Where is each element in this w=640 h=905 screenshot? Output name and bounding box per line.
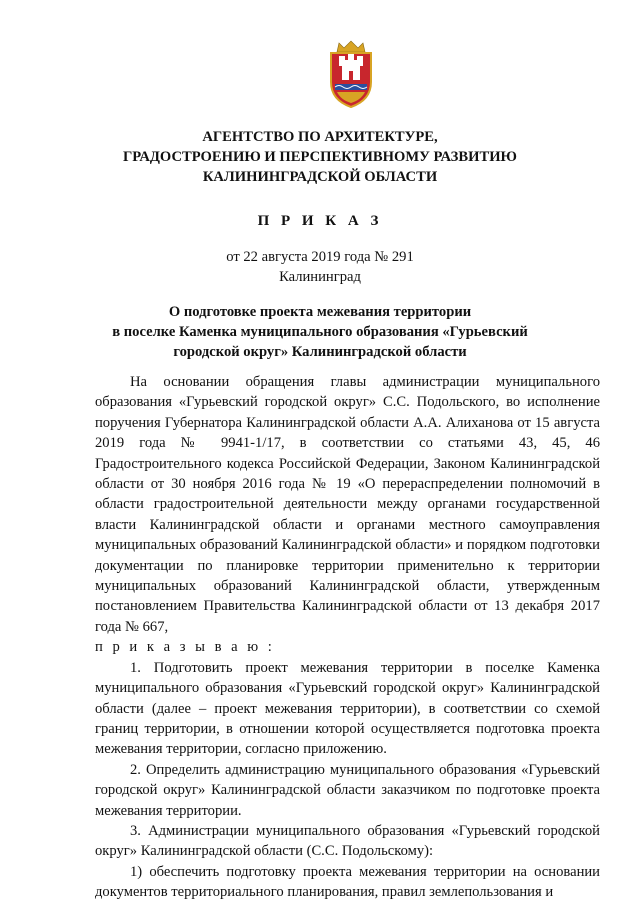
- preamble-paragraph: На основании обращения главы администрации муниципального образования «Гурьевский городской округ» С.С. Подольского, во исполнение поручения Губернатора Калининградской области А.А. Алиханова от 15 августа 2019 года № 9941-1/17, в соответствии со статьями 43, 45, 46 Градостроительного кодекса Российской Федерации, Законом Калининградской области от 30 ноября 2016 года № 19 «О перераспределении полномочий в области градостроительной деятельности между органами государственной власти Калининградской области и органами местного самоуправления муниципальных образований Калининградской области» и порядком подготовки документации по планировке территории применительно к территории муниципальных образований Калининградской области, утвержденным постановлением Правительства Калининградской области от 13 декабря 2017 года № 667,: [95, 374, 600, 635]
- order-title: П Р И К А З: [257, 213, 383, 229]
- kaliningrad-coat-of-arms-icon: [325, 40, 377, 108]
- order-body: [95, 372, 600, 903]
- prikazyvayu-line: [95, 637, 600, 657]
- agency-name-line-3: КАЛИНИНГРАДСКОЙ ОБЛАСТИ: [202, 169, 438, 185]
- agency-name-line-1: АГЕНТСТВО ПО АРХИТЕКТУРЕ,: [202, 129, 438, 145]
- agency-header: [0, 127, 640, 187]
- order-subject: [0, 302, 640, 362]
- order-date-number: от 22 августа 2019 года № 291: [226, 249, 414, 265]
- subject-line-2: в поселке Каменка муниципального образования «Гурьевский: [112, 324, 528, 340]
- prikazyvayu-text: п р и к а з ы в а ю :: [95, 639, 275, 656]
- agency-name-line-2: ГРАДОСТРОЕНИЮ И ПЕРСПЕКТИВНОМУ РАЗВИТИЮ: [123, 149, 517, 165]
- order-meta: [0, 247, 640, 287]
- subject-line-1: О подготовке проекта межевания территории: [168, 304, 472, 320]
- item-3-paragraph: 3. Администрации муниципального образования «Гурьевский городской округ» Калининградской области (С.С. Подольскому):: [95, 822, 600, 860]
- item-1-paragraph: 1. Подготовить проект межевания территории в поселке Каменка муниципального образования «Гурьевский городской округ» Калининградской области (далее – проект межевания территории), в соответствии со схемой границ территории, в отношении которой осуществляется подготовка проекта межевания территории, согласно приложению.: [95, 659, 600, 758]
- item-2-paragraph: 2. Определить администрацию муниципального образования «Гурьевский городской округ» Калининградской области заказчиком по подготовке проекта межевания территории.: [95, 761, 600, 819]
- order-city: Калининград: [279, 269, 361, 285]
- subject-line-3: городской округ» Калининградской области: [173, 344, 467, 360]
- item-3-1-paragraph: 1) обеспечить подготовку проекта межевания территории на основании документов территориального планирования, правил землепользования и: [95, 863, 600, 901]
